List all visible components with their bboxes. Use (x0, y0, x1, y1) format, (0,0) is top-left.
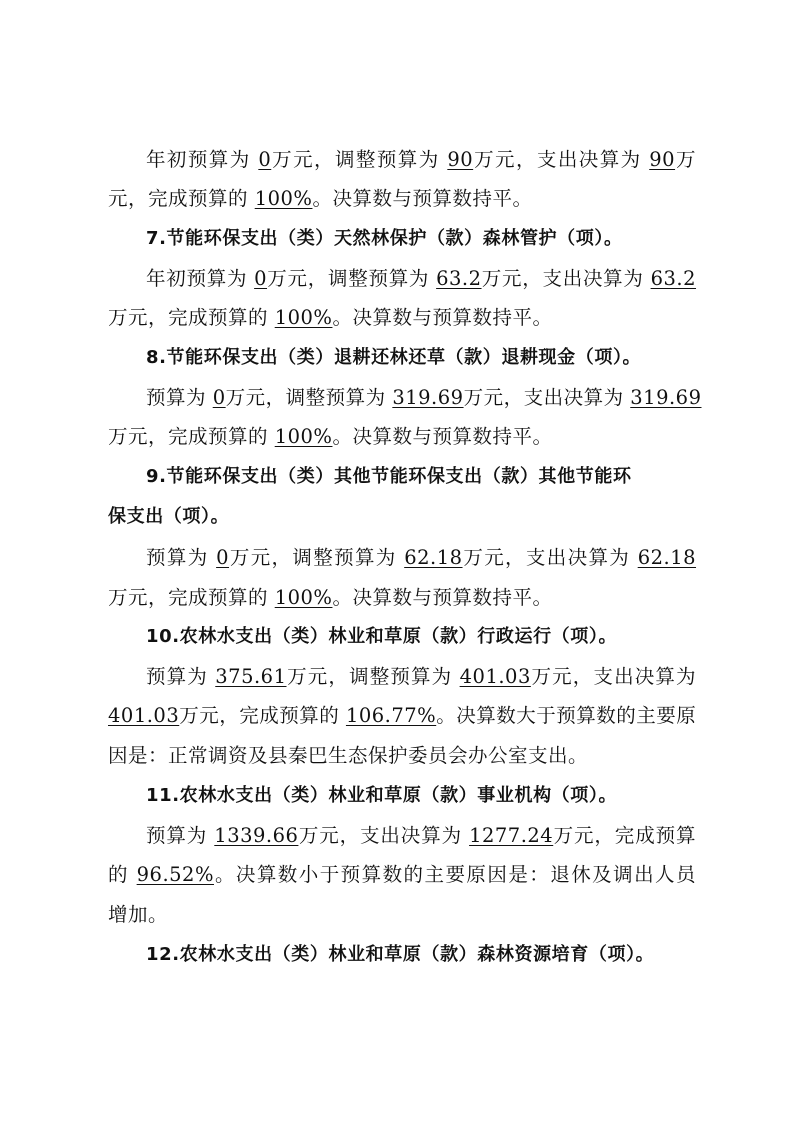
text-span: 万元，完成预算的 (179, 704, 346, 727)
body-text-line (146, 147, 696, 173)
underlined-value: 0 (212, 386, 226, 409)
body-text-line (146, 266, 696, 292)
body-text-line (146, 823, 696, 849)
text-span: 万元，调整预算为 (229, 546, 405, 569)
underlined-value: 100% (274, 586, 333, 609)
underlined-value: 401.03 (108, 704, 180, 727)
underlined-value: 0 (258, 148, 272, 171)
text-span: 的 (108, 863, 137, 886)
text-span: 万 (675, 148, 696, 171)
body-text-line (108, 186, 532, 212)
underlined-value: 375.61 (215, 665, 287, 688)
underlined-value: 319.69 (630, 386, 702, 409)
text-span: 万元，调整预算为 (267, 267, 437, 290)
underlined-value: 62.18 (637, 546, 697, 569)
underlined-value: 1339.66 (214, 824, 299, 847)
text-span: 万元，支出决算为 (473, 148, 650, 171)
text-span: 。决算数与预算数持平。 (312, 187, 533, 210)
text-span: 万元，支出决算为 (298, 824, 470, 847)
body-text-line (108, 424, 552, 450)
section-heading: 7.节能环保支出（类）天然林保护（款）森林管护（项）。 (146, 228, 623, 249)
section-heading: 10.农林水支出（类）林业和草原（款）行政运行（项）。 (146, 626, 618, 647)
text-span: 万元，完成预算的 (108, 306, 275, 329)
text-span: 预算为 (146, 546, 217, 569)
body-text-line (146, 545, 696, 571)
underlined-value: 106.77% (345, 704, 437, 727)
underlined-value: 63.2 (650, 267, 697, 290)
body-text-line (146, 385, 702, 411)
text-span: 元，完成预算的 (108, 187, 255, 210)
underlined-value: 62.18 (404, 546, 463, 569)
text-span: 万元，支出决算为 (463, 386, 631, 409)
underlined-value: 96.52% (136, 863, 214, 886)
text-span: 万元，完成预算的 (108, 425, 275, 448)
body-text-line (108, 305, 552, 331)
section-heading: 9.节能环保支出（类）其他节能环保支出（款）其他节能环 (146, 466, 632, 487)
text-span: 万元，支出决算为 (481, 267, 651, 290)
body-text-line: 增加。 (108, 903, 169, 926)
text-span: 。决算数与预算数持平。 (332, 306, 553, 329)
underlined-value: 319.69 (392, 386, 464, 409)
body-text-line (146, 664, 696, 690)
underlined-value: 1277.24 (469, 824, 554, 847)
underlined-value: 100% (254, 187, 313, 210)
text-span: 万元，支出决算为 (462, 546, 638, 569)
text-span: 万元，调整预算为 (286, 665, 460, 688)
text-span: 万元，调整预算为 (271, 148, 448, 171)
text-span: 年初预算为 (146, 148, 259, 171)
section-heading: 12.农林水支出（类）林业和草原（款）森林资源培育（项）。 (146, 944, 655, 965)
body-text-line: 因是：正常调资及县秦巴生态保护委员会办公室支出。 (108, 744, 589, 767)
text-span: 万元，支出决算为 (530, 665, 696, 688)
underlined-value: 63.2 (436, 267, 482, 290)
underlined-value: 100% (274, 306, 333, 329)
underlined-value: 100% (274, 425, 333, 448)
text-span: 预算为 (146, 386, 213, 409)
text-span: 。决算数与预算数持平。 (332, 586, 553, 609)
body-text-line (108, 862, 696, 888)
underlined-value: 0 (216, 546, 230, 569)
section-heading: 11.农林水支出（类）林业和草原（款）事业机构（项）。 (146, 785, 618, 806)
section-heading-continuation: 保支出（项）。 (108, 506, 230, 527)
text-span: 预算为 (146, 824, 215, 847)
text-span: 万元，完成预算的 (108, 586, 275, 609)
underlined-value: 401.03 (459, 665, 531, 688)
body-text-line (108, 703, 696, 729)
text-span: 预算为 (146, 665, 216, 688)
section-heading: 8.节能环保支出（类）退耕还林还草（款）退耕现金（项）。 (146, 347, 642, 368)
text-span: 。决算数小于预算数的主要原因是：退休及调出人员 (213, 863, 696, 886)
text-span: 万元，完成预算 (553, 824, 696, 847)
underlined-value: 90 (447, 148, 474, 171)
text-span: 。决算数与预算数持平。 (332, 425, 553, 448)
text-span: 万元，调整预算为 (225, 386, 393, 409)
text-span: 年初预算为 (146, 267, 255, 290)
underlined-value: 90 (649, 148, 676, 171)
text-span: 。决算数大于预算数的主要原 (436, 704, 697, 727)
body-text-line (108, 585, 552, 611)
underlined-value: 0 (254, 267, 268, 290)
